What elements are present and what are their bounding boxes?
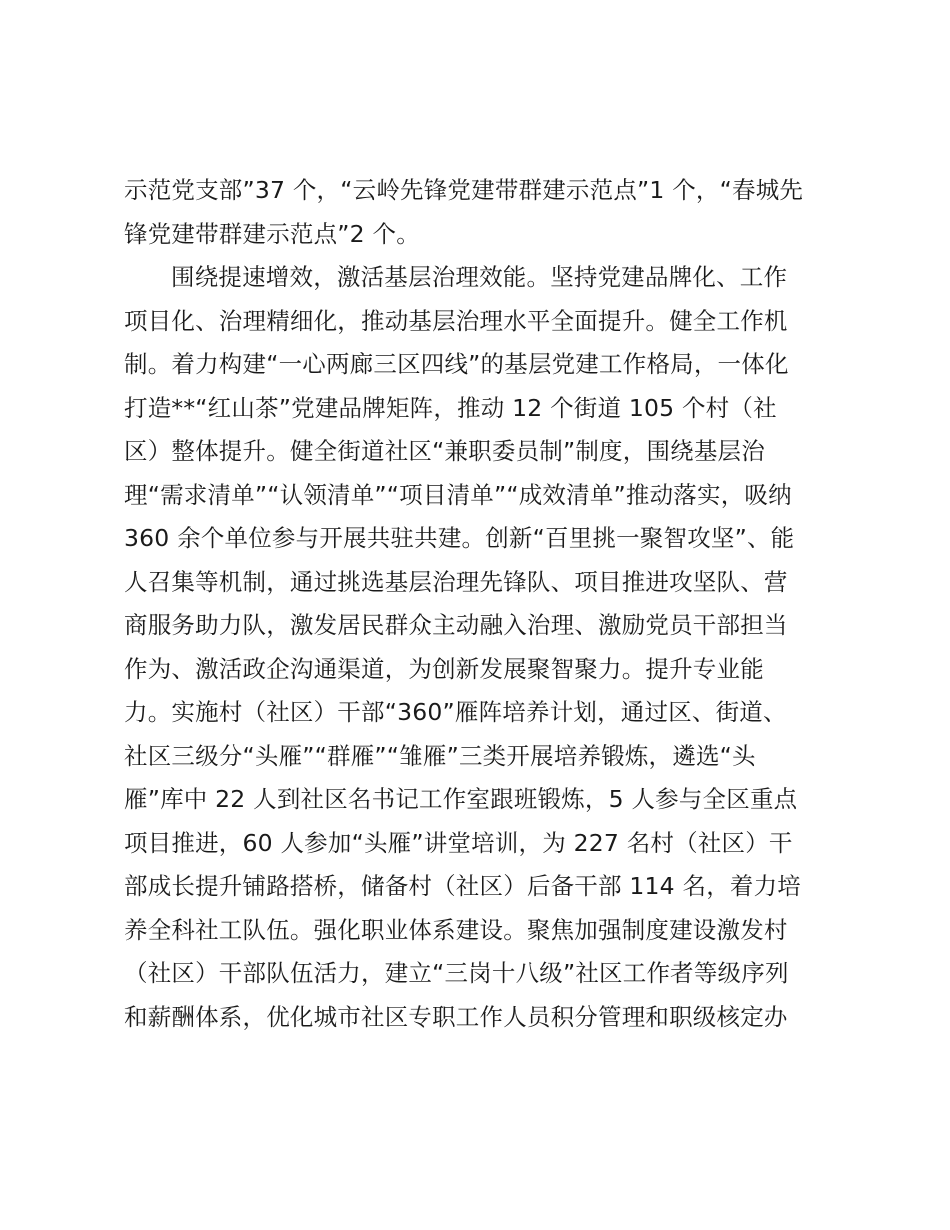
text-line: 社区三级分“头雁”“群雁”“雏雁”三类开展培养锻炼，遴选“头 xyxy=(124,741,756,770)
text-line: 作为、激活政企沟通渠道，为创新发展聚智聚力。提升专业能 xyxy=(124,654,764,683)
text-line: 锋党建带群建示范点”2 个。 xyxy=(124,219,420,248)
text-line: 项目推进，60 人参加“头雁”讲堂培训，为 227 名村（社区）干 xyxy=(124,828,793,857)
text-line: 区）整体提升。健全街道社区“兼职委员制”制度，围绕基层治 xyxy=(124,437,765,465)
text-line: 示范党支部”37 个，“云岭先锋党建带群建示范点”1 个，“春城先 xyxy=(124,176,804,204)
text-line: 360 余个单位参与开展共驻共建。创新“百里挑一聚智攻坚”、能 xyxy=(124,524,795,552)
text-line: 雁”库中 22 人到社区名书记工作室跟班锻炼，5 人参与全区重点 xyxy=(124,785,798,813)
paragraph-first-line: 围绕提速增效，激活基层治理效能。坚持党建品牌化、工作 xyxy=(171,263,788,291)
text-line: 商服务助力队，激发居民群众主动融入治理、激励党员干部担当 xyxy=(124,611,788,639)
text-line: 和薪酬体系，优化城市社区专职工作人员积分管理和职级核定办 xyxy=(124,1002,788,1031)
text-line: 打造**“红山茶”党建品牌矩阵，推动 12 个街道 105 个村（社 xyxy=(124,393,777,422)
document-body-text xyxy=(124,169,830,1039)
text-line: 人召集等机制，通过挑选基层治理先锋队、项目推进攻坚队、营 xyxy=(124,567,788,596)
text-line: 项目化、治理精细化，推动基层治理水平全面提升。健全工作机 xyxy=(124,306,788,335)
text-line: 力。实施村（社区）干部“360”雁阵培养计划，通过区、街道、 xyxy=(124,698,787,726)
text-line: （社区）干部队伍活力，建立“三岗十八级”社区工作者等级序列 xyxy=(124,959,789,987)
text-line: 养全科社工队伍。强化职业体系建设。聚焦加强制度建设激发村 xyxy=(124,915,788,944)
text-line: 制。着力构建“一心两廊三区四线”的基层党建工作格局，一体化 xyxy=(124,350,789,378)
text-line: 部成长提升铺路搭桥，储备村（社区）后备干部 114 名，着力培 xyxy=(124,872,801,900)
text-line: 理“需求清单”“认领清单”“项目清单”“成效清单”推动落实，吸纳 xyxy=(124,480,792,509)
